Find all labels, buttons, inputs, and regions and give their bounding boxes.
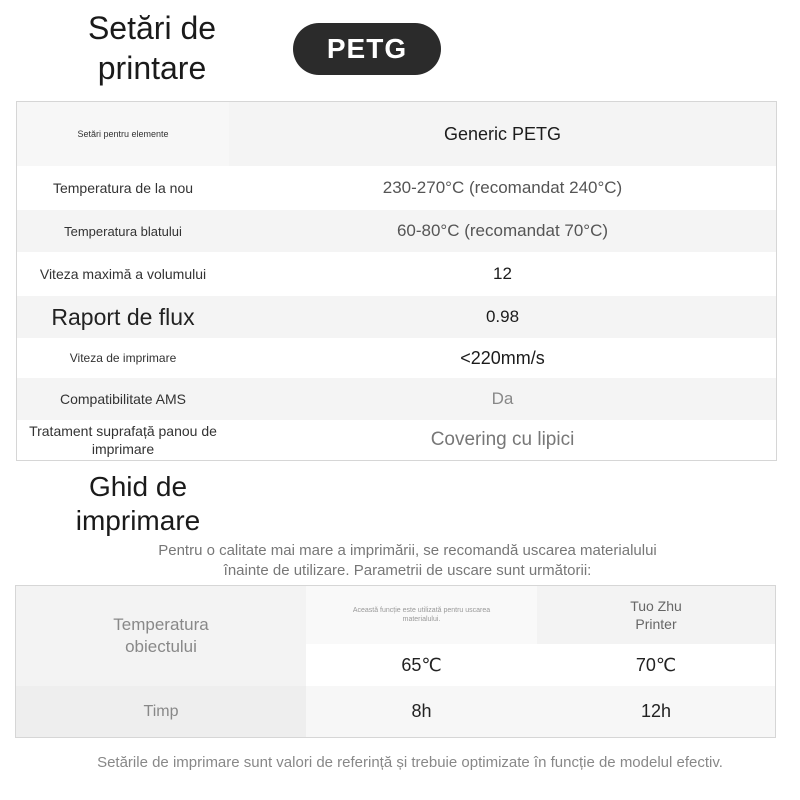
- drying-table: [15, 585, 776, 738]
- print-settings-title-line2: printare: [97, 50, 207, 86]
- setting-label: Compatibilitate AMS: [59, 391, 187, 407]
- material-badge: PETG: [293, 23, 441, 75]
- settings-table: [16, 101, 777, 461]
- drying-note-line1: Pentru o calitate mai mare a imprimării, se recomandă uscarea materialului: [158, 542, 657, 559]
- setting-value: <220mm/s: [460, 347, 545, 368]
- print-settings-title-line1: Setări de: [87, 10, 217, 46]
- table-row: [17, 252, 776, 296]
- setting-value: 0.98: [485, 307, 520, 326]
- setting-label: Temperatura blatului: [64, 223, 182, 239]
- print-settings-title: [62, 8, 242, 88]
- setting-value: 230-270°C (recomandat 240°C): [382, 178, 623, 197]
- table-row: [17, 210, 776, 252]
- setting-label: Setări pentru elemente: [17, 102, 229, 166]
- drying-note-line2: înainte de utilizare. Parametrii de uscare sunt următorii:: [223, 562, 592, 579]
- temperature-label: Temperatura obiectului: [113, 615, 209, 656]
- setting-value: Generic PETG: [443, 123, 562, 144]
- drying-note: [40, 541, 775, 581]
- table-row: [17, 378, 776, 420]
- printer-column-header: Tuo Zhu Printer: [630, 598, 682, 632]
- footer-disclaimer: Setările de imprimare sunt valori de referință și trebuie optimizate în funcție de modelul efectiv.: [97, 754, 723, 771]
- setting-label: Viteza de imprimare: [69, 351, 177, 365]
- dryer-time: 8h: [306, 686, 537, 737]
- setting-label: Tratament suprafață panou de imprimare: [29, 423, 217, 457]
- setting-value: 12: [493, 264, 512, 283]
- dryer-column-header: Această funcție este utilizată pentru uscarea materialului.: [306, 586, 537, 644]
- setting-label: Viteza maximă a volumului: [39, 266, 207, 282]
- table-row: [17, 338, 776, 378]
- setting-value: Da: [491, 389, 514, 408]
- print-guide-title-line2: imprimare: [75, 505, 201, 536]
- print-guide-title-line1: Ghid de: [88, 471, 188, 502]
- table-row: [17, 296, 776, 338]
- print-guide-title: [60, 470, 216, 538]
- dryer-temperature: 65℃: [306, 644, 537, 686]
- setting-label: Temperatura de la nou: [52, 180, 194, 196]
- printer-time: 12h: [537, 686, 775, 737]
- table-row: [17, 166, 776, 210]
- setting-value: 60-80°C (recomandat 70°C): [396, 221, 609, 240]
- time-label: Timp: [16, 686, 306, 737]
- table-row: [17, 102, 776, 166]
- printer-temperature: 70℃: [537, 644, 775, 686]
- setting-label: Raport de flux: [51, 303, 195, 330]
- setting-value: Covering cu lipici: [430, 429, 575, 450]
- table-row: [17, 420, 776, 460]
